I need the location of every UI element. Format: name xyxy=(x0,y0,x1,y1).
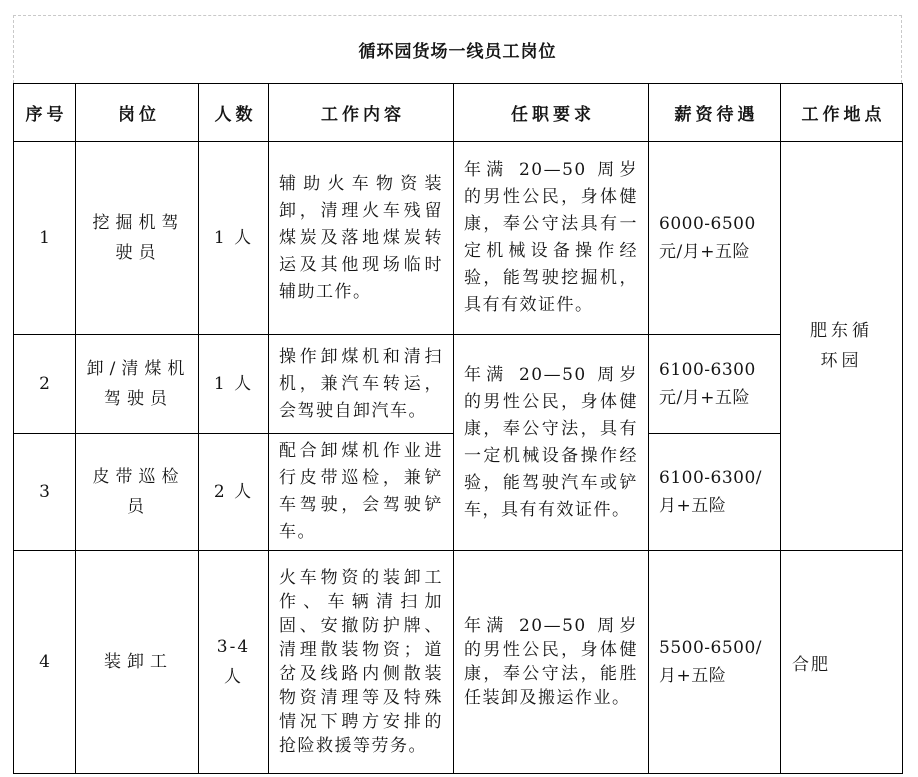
cell-salary-r1: 6000-6500 元/月+五险 xyxy=(649,142,781,335)
cell-requirements-r2-r3: 年满 20—50 周岁的男性公民，身体健康，奉公守法，具有一定机械设备操作经验，能驾驶汽车或铲车，具有有效证件。 xyxy=(454,335,649,551)
cell-position-r3: 皮带巡检员 xyxy=(76,434,199,551)
cell-headcount-r3: 2 人 xyxy=(199,434,269,551)
table-row xyxy=(14,335,903,434)
cell-location-r4: 合肥 xyxy=(781,551,903,774)
cell-duties-r3: 配合卸煤机作业进行皮带巡检，兼铲车驾驶，会驾驶铲车。 xyxy=(269,434,454,551)
cell-headcount-r4: 3-4 人 xyxy=(199,551,269,774)
cell-position-r4: 装卸工 xyxy=(76,551,199,774)
cell-location-r1-r3 xyxy=(781,142,903,551)
header-cell-position: 岗位 xyxy=(76,84,199,142)
cell-headcount-r1: 1 人 xyxy=(199,142,269,335)
cell-requirements-r4: 年满 20—50 周岁的男性公民，身体健康，奉公守法，能胜任装卸及搬运作业。 xyxy=(454,551,649,774)
cell-position-r2: 卸/清煤机驾驶员 xyxy=(76,335,199,434)
cell-requirements-r1: 年满 20—50 周岁的男性公民，身体健康，奉公守法具有一定机械设备操作经验，能驾驶挖掘机，具有有效证件。 xyxy=(454,142,649,335)
header-cell-salary: 薪资待遇 xyxy=(649,84,781,142)
cell-no-r2: 2 xyxy=(14,335,76,434)
cell-no-r3: 3 xyxy=(14,434,76,551)
cell-no-r1: 1 xyxy=(14,142,76,335)
cell-salary-r3: 6100-6300/月+五险 xyxy=(649,434,781,551)
cell-salary-r4: 5500-6500/月+五险 xyxy=(649,551,781,774)
cell-duties-r4: 火车物资的装卸工作、车辆清扫加固、安撤防护牌、清理散装物资；道岔及线路内侧散装物资清理等及特殊情况下聘方安排的抢险救援等劳务。 xyxy=(269,551,454,774)
header-cell-requirements: 任职要求 xyxy=(454,84,649,142)
cell-salary-r2: 6100-6300 元/月+五险 xyxy=(649,335,781,434)
header-cell-duties: 工作内容 xyxy=(269,84,454,142)
table-row xyxy=(14,142,903,335)
cell-duties-r2: 操作卸煤机和清扫机，兼汽车转运，会驾驶自卸汽车。 xyxy=(269,335,454,434)
table-row xyxy=(14,551,903,774)
header-cell-headcount: 人数 xyxy=(199,84,269,142)
cell-position-r1: 挖掘机驾驶员 xyxy=(76,142,199,335)
job-table-sheet xyxy=(13,15,902,774)
page-title: 循环园货场一线员工岗位 xyxy=(358,42,557,62)
header-cell-location: 工作地点 xyxy=(781,84,903,142)
location-text: 肥东循环园 xyxy=(810,321,873,371)
header-row xyxy=(14,84,903,142)
header-cell-no: 序号 xyxy=(14,84,76,142)
cell-headcount-r2: 1 人 xyxy=(199,335,269,434)
cell-no-r4: 4 xyxy=(14,551,76,774)
jobs-table xyxy=(13,83,903,774)
cell-duties-r1: 辅助火车物资装卸，清理火车残留煤炭及落地煤炭转运及其他现场临时辅助工作。 xyxy=(269,142,454,335)
table-title-box xyxy=(13,15,902,83)
